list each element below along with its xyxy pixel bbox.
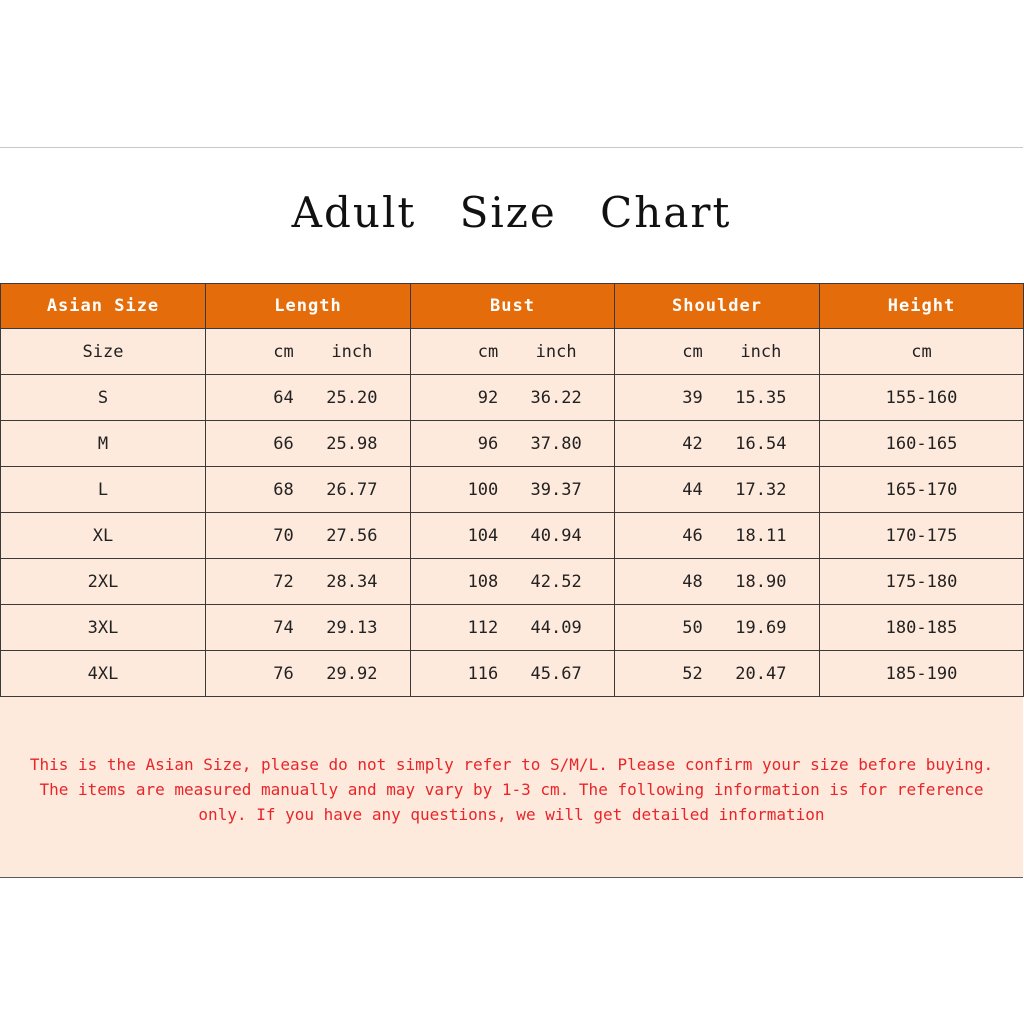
cell-size: S [1, 375, 206, 421]
cell-bust-cm: 112 [467, 617, 499, 638]
cell-length [206, 421, 411, 467]
cell-size: L [1, 467, 206, 513]
cell-bust [411, 375, 615, 421]
header-asian-size: Asian Size [1, 284, 206, 329]
units-row [1, 329, 1024, 375]
cell-shoulder [615, 421, 820, 467]
unit-bust-inch: inch [535, 341, 577, 362]
cell-shoulder-cm: 48 [682, 571, 703, 592]
cell-length [206, 559, 411, 605]
table-row [1, 651, 1024, 697]
cell-length [206, 605, 411, 651]
cell-bust-inch: 39.37 [530, 479, 582, 500]
cell-size: 3XL [1, 605, 206, 651]
cell-bust [411, 605, 615, 651]
cell-length-cm: 76 [273, 663, 294, 684]
cell-shoulder-cm: 46 [682, 525, 703, 546]
cell-length-inch: 29.92 [326, 663, 378, 684]
table-row [1, 375, 1024, 421]
cell-length-inch: 29.13 [326, 617, 378, 638]
unit-length-inch: inch [331, 341, 373, 362]
cell-bust-inch: 44.09 [530, 617, 582, 638]
cell-shoulder [615, 559, 820, 605]
cell-length-cm: 64 [273, 387, 294, 408]
table-row [1, 421, 1024, 467]
cell-shoulder-cm: 52 [682, 663, 703, 684]
cell-height: 160-165 [820, 421, 1024, 467]
unit-shoulder [615, 329, 820, 375]
cell-bust [411, 513, 615, 559]
header-row [1, 284, 1024, 329]
cell-bust-inch: 40.94 [530, 525, 582, 546]
cell-shoulder-cm: 39 [682, 387, 703, 408]
cell-size: M [1, 421, 206, 467]
table-row [1, 559, 1024, 605]
cell-bust-cm: 92 [477, 387, 499, 408]
header-bust: Bust [411, 284, 615, 329]
cell-length-inch: 27.56 [326, 525, 378, 546]
header-length: Length [206, 284, 411, 329]
cell-bust [411, 467, 615, 513]
cell-bust-inch: 36.22 [530, 387, 582, 408]
cell-bust-cm: 96 [477, 433, 499, 454]
table-row [1, 605, 1024, 651]
cell-height: 165-170 [820, 467, 1024, 513]
cell-length-cm: 74 [273, 617, 294, 638]
cell-height: 170-175 [820, 513, 1024, 559]
cell-length-cm: 72 [273, 571, 294, 592]
cell-shoulder-cm: 50 [682, 617, 703, 638]
title-area [0, 148, 1023, 283]
cell-shoulder-cm: 42 [682, 433, 703, 454]
unit-length-cm: cm [273, 341, 294, 362]
cell-bust [411, 559, 615, 605]
note-line: The items are measured manually and may vary by 1-3 cm. The following information is for reference [39, 780, 984, 799]
cell-bust-cm: 100 [467, 479, 499, 500]
cell-bust-cm: 116 [467, 663, 499, 684]
cell-shoulder-cm: 44 [682, 479, 703, 500]
cell-shoulder-inch: 15.35 [735, 387, 787, 408]
unit-size: Size [1, 329, 206, 375]
unit-bust-cm: cm [477, 341, 499, 362]
cell-size: XL [1, 513, 206, 559]
cell-height: 175-180 [820, 559, 1024, 605]
cell-length-cm: 66 [273, 433, 294, 454]
cell-length-inch: 25.20 [326, 387, 378, 408]
note-line: only. If you have any questions, we will get detailed information [198, 805, 825, 824]
cell-length [206, 467, 411, 513]
page-title: Adult Size Chart [291, 188, 732, 237]
cell-shoulder-inch: 18.90 [735, 571, 787, 592]
cell-bust-inch: 45.67 [530, 663, 582, 684]
cell-height: 155-160 [820, 375, 1024, 421]
cell-shoulder-inch: 17.32 [735, 479, 787, 500]
table-row [1, 513, 1024, 559]
note-line: This is the Asian Size, please do not simply refer to S/M/L. Please confirm your size before buying. [29, 755, 994, 774]
cell-shoulder-inch: 18.11 [735, 525, 787, 546]
header-height: Height [820, 284, 1024, 329]
cell-shoulder [615, 513, 820, 559]
cell-bust-cm: 104 [467, 525, 499, 546]
table-row [1, 467, 1024, 513]
cell-shoulder [615, 467, 820, 513]
size-table [0, 283, 1024, 697]
cell-shoulder [615, 605, 820, 651]
unit-shoulder-cm: cm [682, 341, 703, 362]
cell-size: 4XL [1, 651, 206, 697]
cell-height: 185-190 [820, 651, 1024, 697]
cell-length-inch: 28.34 [326, 571, 378, 592]
unit-shoulder-inch: inch [740, 341, 782, 362]
cell-bust-inch: 42.52 [530, 571, 582, 592]
cell-shoulder-inch: 20.47 [735, 663, 787, 684]
cell-length [206, 513, 411, 559]
cell-length-cm: 68 [273, 479, 294, 500]
cell-bust [411, 651, 615, 697]
cell-bust-cm: 108 [467, 571, 499, 592]
header-shoulder: Shoulder [615, 284, 820, 329]
size-chart [0, 147, 1023, 878]
unit-bust [411, 329, 615, 375]
cell-bust-inch: 37.80 [530, 433, 582, 454]
unit-height: cm [820, 329, 1024, 375]
cell-size: 2XL [1, 559, 206, 605]
cell-length [206, 651, 411, 697]
cell-shoulder [615, 375, 820, 421]
cell-shoulder [615, 651, 820, 697]
cell-height: 180-185 [820, 605, 1024, 651]
cell-bust [411, 421, 615, 467]
size-note [0, 752, 1023, 827]
cell-length-cm: 70 [273, 525, 294, 546]
cell-length-inch: 25.98 [326, 433, 378, 454]
cell-shoulder-inch: 16.54 [735, 433, 787, 454]
cell-length [206, 375, 411, 421]
unit-length [206, 329, 411, 375]
cell-length-inch: 26.77 [326, 479, 378, 500]
cell-shoulder-inch: 19.69 [735, 617, 787, 638]
